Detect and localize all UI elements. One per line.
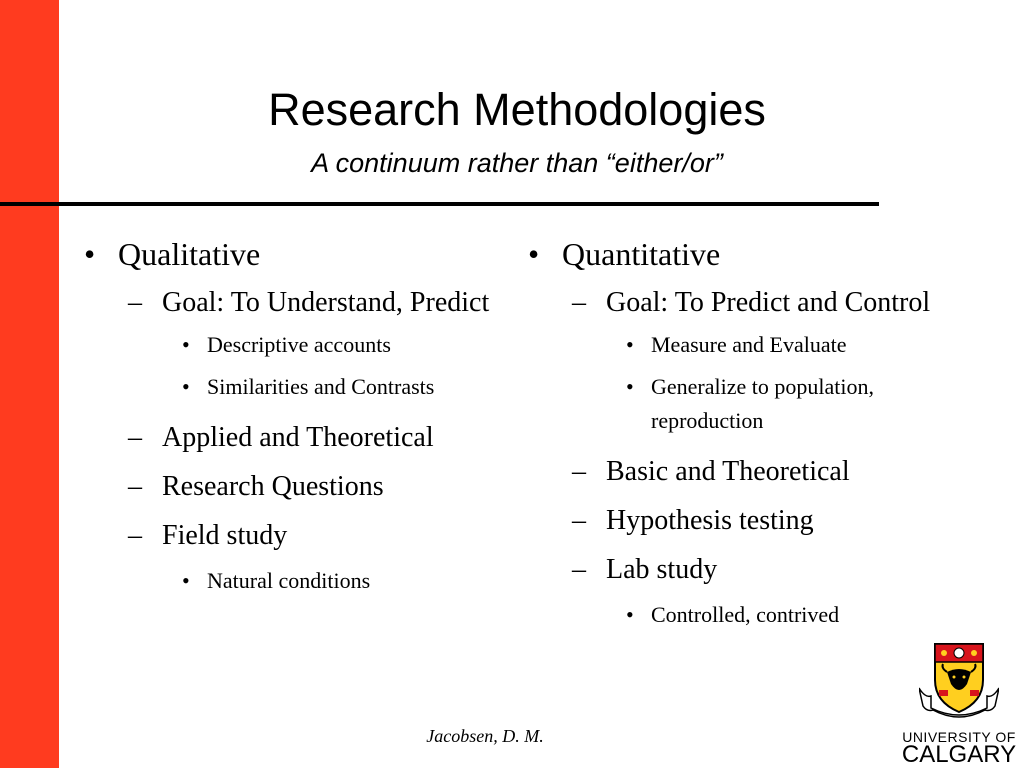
sub-bullet-goal bbox=[572, 282, 948, 323]
qualitative-column bbox=[84, 228, 504, 606]
sub-bullet bbox=[572, 500, 948, 541]
bullet-marker: • bbox=[182, 332, 190, 357]
bullet-qualitative bbox=[84, 228, 504, 280]
sub-bullet-text: Basic and Theoretical bbox=[606, 456, 850, 487]
logo-text-calgary: CALGARY bbox=[901, 741, 1017, 768]
bullet-marker: • bbox=[528, 236, 540, 272]
sub-bullet bbox=[572, 549, 948, 590]
dash-marker: – bbox=[128, 471, 142, 502]
sub-bullet bbox=[128, 417, 504, 458]
sub-bullet-text: Hypothesis testing bbox=[606, 505, 814, 536]
title-divider bbox=[0, 202, 879, 206]
sub-bullet-text: Goal: To Predict and Control bbox=[606, 287, 931, 318]
bullet-marker: • bbox=[182, 374, 190, 399]
detail-text: Generalize to population, reproduction bbox=[651, 374, 874, 433]
logo-text-university-of: UNIVERSITY OF bbox=[902, 729, 1016, 745]
detail-bullet bbox=[182, 370, 504, 404]
sub-bullet-text: Field study bbox=[162, 520, 288, 551]
bullet-quantitative bbox=[528, 228, 948, 280]
detail-bullet bbox=[182, 564, 504, 598]
bullet-text: Quantitative bbox=[562, 236, 721, 272]
sub-bullet bbox=[128, 515, 504, 556]
dash-marker: – bbox=[572, 554, 586, 585]
detail-bullet bbox=[182, 328, 504, 362]
slide-subtitle: A continuum rather than “either/or” bbox=[311, 148, 723, 178]
university-logo bbox=[893, 636, 1023, 766]
detail-bullet bbox=[626, 598, 948, 632]
detail-text: Similarities and Contrasts bbox=[207, 374, 435, 399]
sub-bullet-text: Lab study bbox=[606, 554, 718, 585]
dash-marker: – bbox=[128, 422, 142, 453]
crest-icon bbox=[919, 640, 999, 722]
bullet-marker: • bbox=[626, 332, 634, 357]
dash-marker: – bbox=[572, 287, 586, 318]
quantitative-column bbox=[528, 228, 948, 640]
sub-bullet bbox=[128, 466, 504, 507]
dash-marker: – bbox=[572, 456, 586, 487]
sub-bullet-goal bbox=[128, 282, 504, 323]
dash-marker: – bbox=[128, 520, 142, 551]
bullet-marker: • bbox=[84, 236, 96, 272]
bullet-marker: • bbox=[182, 568, 190, 593]
slide-title: Research Methodologies bbox=[268, 84, 766, 135]
dash-marker: – bbox=[128, 287, 142, 318]
bullet-text: Qualitative bbox=[118, 236, 261, 272]
detail-text: Controlled, contrived bbox=[651, 602, 840, 627]
sub-bullet-text: Applied and Theoretical bbox=[162, 422, 434, 453]
detail-bullet bbox=[626, 370, 948, 438]
detail-text: Natural conditions bbox=[207, 568, 371, 593]
sub-bullet-text: Research Questions bbox=[162, 471, 384, 502]
bullet-marker: • bbox=[626, 374, 634, 399]
footer-author: Jacobsen, D. M. bbox=[426, 726, 544, 746]
sub-bullet bbox=[572, 451, 948, 492]
detail-text: Measure and Evaluate bbox=[651, 332, 847, 357]
detail-bullet bbox=[626, 328, 948, 362]
sub-bullet-text: Goal: To Understand, Predict bbox=[162, 287, 490, 318]
detail-text: Descriptive accounts bbox=[207, 332, 391, 357]
dash-marker: – bbox=[572, 505, 586, 536]
bullet-marker: • bbox=[626, 602, 634, 627]
